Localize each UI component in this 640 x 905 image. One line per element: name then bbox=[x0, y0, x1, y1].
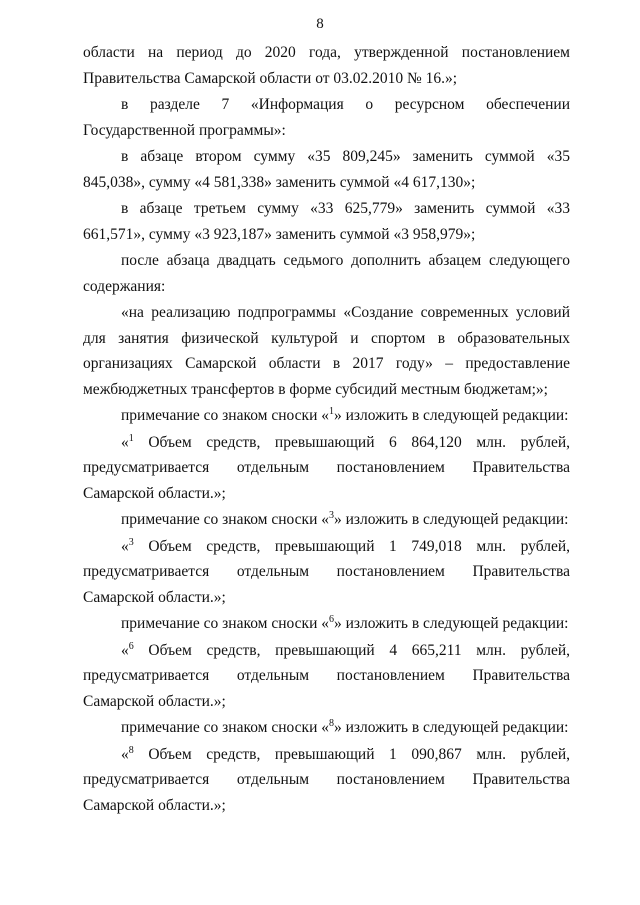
paragraph: области на период до 2020 года, утвержденной постановлением Правительства Самарской области от 03.02.2010 № 16.»; bbox=[83, 44, 570, 87]
text-part: » изложить в следующей редакции: bbox=[334, 407, 569, 424]
footnote-text bbox=[83, 638, 570, 715]
text-part: примечание со знаком сноски « bbox=[121, 719, 329, 736]
footnote-text bbox=[83, 742, 570, 819]
footnote-mark: 6 bbox=[329, 613, 334, 625]
text-part: Объем средств, превышающий 6 864,120 млн. рублей, предусматривается отдельным постановлением Правительства Самарской области.»; bbox=[83, 433, 570, 502]
footnote-text bbox=[83, 430, 570, 507]
text-part: » изложить в следующей редакции: bbox=[334, 719, 569, 736]
text-part: Объем средств, превышающий 1 749,018 млн. рублей, предусматривается отдельным постановлением Правительства Самарской области.»; bbox=[83, 537, 570, 606]
footnote-instruction bbox=[83, 611, 570, 637]
text-part: « bbox=[121, 433, 129, 451]
text-part: « bbox=[121, 745, 129, 763]
text-part: » изложить в следующей редакции: bbox=[334, 511, 569, 528]
footnote-instruction bbox=[83, 507, 570, 533]
footnote-mark: 6 bbox=[128, 640, 134, 652]
paragraph: в абзаце третьем сумму «33 625,779» заменить суммой «33 661,571», сумму «3 923,187» заменить суммой «3 958,979»; bbox=[83, 200, 570, 243]
footnote-mark: 3 bbox=[329, 509, 334, 521]
text-part: » изложить в следующей редакции: bbox=[334, 615, 569, 632]
text-part: « bbox=[121, 641, 129, 659]
footnote-mark: 8 bbox=[128, 744, 134, 756]
footnote-text bbox=[83, 534, 570, 611]
page-number: 8 bbox=[316, 16, 324, 32]
text-part: примечание со знаком сноски « bbox=[121, 615, 329, 632]
document-body bbox=[83, 40, 570, 818]
paragraph: в абзаце втором сумму «35 809,245» заменить суммой «35 845,038», сумму «4 581,338» заменить суммой «4 617,130»; bbox=[83, 148, 570, 191]
paragraph: в разделе 7 «Информация о ресурсном обеспечении Государственной программы»: bbox=[83, 96, 570, 139]
footnote-mark: 3 bbox=[128, 536, 134, 548]
footnote-mark: 1 bbox=[329, 405, 334, 417]
text-part: Объем средств, превышающий 4 665,211 млн. рублей, предусматривается отдельным постановлением Правительства Самарской области.»; bbox=[83, 641, 570, 710]
text-part: примечание со знаком сноски « bbox=[121, 511, 329, 528]
paragraph: после абзаца двадцать седьмого дополнить абзацем следующего содержания: bbox=[83, 252, 570, 295]
text-part: Объем средств, превышающий 1 090,867 млн. рублей, предусматривается отдельным постановлением Правительства Самарской области.»; bbox=[83, 745, 570, 814]
footnote-mark: 8 bbox=[329, 717, 334, 729]
text-part: примечание со знаком сноски « bbox=[121, 407, 329, 424]
footnote-instruction bbox=[83, 403, 570, 429]
paragraph: «на реализацию подпрограммы «Создание современных условий для занятия физической культурой и спортом в образовательных организациях Самарской области в 2017 году» – предоставление межбюджетных трансфертов в форме субсидий местным бюджетам;»; bbox=[83, 304, 570, 398]
footnote-instruction bbox=[83, 715, 570, 741]
footnote-mark: 1 bbox=[128, 432, 134, 444]
text-part: « bbox=[121, 537, 129, 555]
